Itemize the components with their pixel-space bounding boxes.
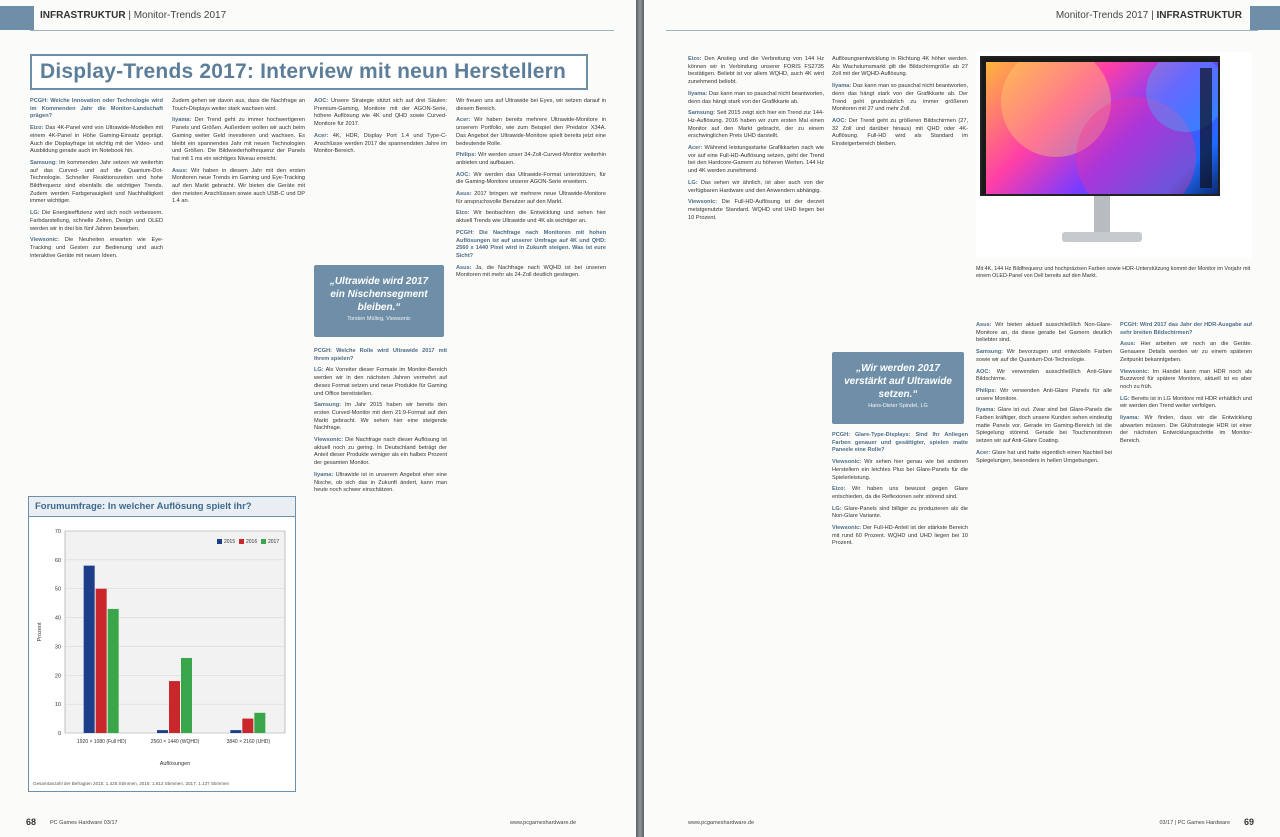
speaker-name: Iiyama:	[976, 407, 996, 414]
y-tick-label: 50	[54, 586, 61, 593]
answer-text: Wir bevorzugen und entwickeln Farben sowie wir auf die Quantum-Dot-Technologie.	[976, 349, 1112, 363]
speaker-name: Asus:	[172, 167, 188, 174]
chart-header	[29, 497, 295, 517]
speaker-name: Eizo:	[832, 486, 846, 493]
speaker-name: LG:	[832, 505, 842, 512]
speaker-name: LG:	[688, 179, 698, 186]
figure-caption: Mit 4K, 144 Hz Bildfrequenz und hochpräzisen Farben sowie HDR-Unterstützung kommt der Monitor im Vorjahr mit einem OLED-Panel von Dell bereits auf den Markt.	[976, 266, 1251, 279]
interview-answer	[30, 125, 163, 156]
article-title: Display-Trends 2017: Interview mit neun Herstellern	[40, 60, 567, 83]
bar-2015-1	[157, 730, 168, 733]
answer-text: Wir bieten aktuell ausschließlich Non-Glare-Monitore an, da diese gerade bei Gamern deutlich beliebter sind.	[976, 322, 1112, 344]
interview-answer	[172, 98, 305, 113]
question-text: PCGH: Welche Rolle wird Ultrawide 2017 mit Ihrem spielen?	[314, 348, 447, 362]
interview-answer	[456, 117, 606, 148]
interview-answer	[976, 349, 1112, 364]
answer-text: Wir verwenden ausschließlich Anti-Glare Bildschirme.	[976, 368, 1112, 383]
answer-text: Im Handel kann man HDR noch als Buzzword für spätere Monitore, aktuell ist es aber noch zu früh.	[1120, 368, 1252, 390]
speaker-name: Viewsonic:	[832, 525, 862, 532]
bar-2017-0	[108, 609, 119, 733]
interview-answer	[688, 180, 824, 195]
speaker-name: Samsung:	[976, 349, 1004, 356]
chart-title: Forumumfrage: In welcher Auflösung spielt ihr?	[35, 501, 252, 512]
interview-answer	[832, 118, 968, 149]
speaker-name: LG:	[30, 210, 40, 217]
interview-answer	[30, 237, 163, 260]
section-label: INFRASTRUKTUR	[40, 10, 126, 21]
x-tick-label: 3840 × 2160 (UHD)	[226, 739, 271, 745]
bar-2016-2	[242, 719, 253, 733]
text-column-8	[1120, 322, 1252, 804]
question-text: PCGH: Die Nachfrage nach Monitoren mit hohen Auflösungen ist auf unserer Umfrage auf 4K und QHD: 2560 x 1440 Pixel wird in Zukunft steigen. Was ist eure Sicht?	[456, 229, 606, 259]
page-number-right: 69	[1243, 817, 1254, 827]
running-header: Monitor-Trends 2017 | INFRASTRUKTUR	[1055, 10, 1242, 21]
header-rule	[30, 30, 614, 31]
legend-swatch-2015	[217, 539, 222, 544]
monitor-image	[980, 56, 1220, 196]
y-axis-label: Prozent	[37, 622, 43, 642]
interview-question	[30, 98, 163, 121]
interview-answer	[456, 265, 606, 280]
answer-text: Ultrawide ist in unserem Angebot eher eine Nische, ob sich das in Zukunft ändert, kann man heute noch schwer einschätzen.	[314, 471, 447, 494]
interview-question	[832, 432, 968, 455]
interview-answer	[314, 367, 447, 398]
speaker-name: Samsung:	[688, 110, 716, 117]
legend-swatch-2017	[261, 539, 266, 544]
interview-answer	[456, 191, 606, 206]
speaker-name: Asus:	[976, 322, 992, 328]
answer-text: Glare-Panels sind billiger zu produzieren als die Non-Glare Variante.	[832, 505, 968, 520]
answer-text: Die Energieeffizienz wird sich noch verbessern. Farbdarstellung, schnelle Zeiten, Design und OLED werden wir in drei bis fünf Jahren bewerben.	[30, 210, 163, 232]
speaker-name: Acer:	[314, 132, 329, 139]
pull-quote-right	[832, 352, 964, 424]
answer-text: Das 4K-Panel wird von Ultrawide-Modellen mit einem 4K-Panel in Höhe Gaming-Einsatz geprägt. Auch die Displayfrage ist wichtig mit der Video- und Ausbildung gerade auch im Notebook hin.	[30, 125, 163, 155]
answer-text: Hier arbeiten wir noch an die Geräte. Genauere Details werden wir zu einem späteren Zeitpunkt bekanntgeben.	[1120, 341, 1252, 363]
section-label: INFRASTRUKTUR	[1156, 10, 1242, 21]
chart-note: Gesamtanzahl der Befragten 2015: 1.425 Stimmen, 2016: 1.812 Stimmen, 2017: 1.137 Stimmen	[33, 781, 230, 786]
speaker-name: Eizo:	[456, 210, 470, 217]
question-text: PCGH: Glare-Type-Displays: Sind Ihr Anliegen Farben genauer und gesättigter, spielen matte Paneele eine Rolle?	[832, 432, 968, 454]
interview-answer	[172, 117, 305, 163]
pull-quote-text: „Ultrawide wird 2017 ein Nischensegment bleiben.“	[329, 276, 429, 313]
speaker-name: Philips:	[976, 387, 997, 394]
speaker-name: AOC:	[976, 368, 991, 375]
interview-answer	[688, 91, 824, 106]
bar-2015-0	[84, 566, 95, 733]
text-column-6	[832, 56, 968, 346]
answer-text: Wir werden das Ultrawide-Format unterstützen, für die Gaming-Monitore unserer AGON-Serie erweitern.	[456, 171, 606, 186]
answer-text: Wir verwenden Anti-Glare Panels für alle unsere Monitore.	[976, 387, 1112, 402]
answer-text: Wir haben bereits mehrere Ultrawide-Monitore in unserem Portfolio, wie zum Beispiel den Predator X34A. Das Angebot der Ultrawide-Monitore spielt bereits jetzt eine bedeutende Rolle.	[456, 117, 606, 147]
answer-text: Die Nachfrage nach dieser Auflösung ist aktuell noch zu gering. In Deutschland beträgt der Anteil dieser Produkte weniger als ein halbes Prozent der gesamten Monitor.	[314, 437, 447, 467]
legend-label: 2015	[224, 539, 236, 545]
bar-2015-2	[230, 730, 241, 733]
interview-answer	[1120, 369, 1252, 392]
answer-text: Zudem gehen wir davon aus, dass die Nachfrage an Touch-Displays weiter stark wachsen wird.	[172, 98, 305, 112]
answer-text: Wir haben in diesem Jahr mit den ersten Monitoren neue Trends im Gaming und Eye-Tracking auf den Markt gebracht. Wir bieten die Geräte mit den meisten Anschlüssen sowie auch USB-C und DP 1.4 an.	[172, 167, 305, 205]
speaker-name: Eizo:	[30, 125, 44, 132]
interview-answer	[172, 168, 305, 207]
answer-text: Im kommenden Jahr setzen wir weiterhin auf das Curved- und auf die Quantum-Dot-Technologie. Schneller Reaktionszeiten und hohe Bildfrequenz sind ebenfalls die wichtigen Trends. Zudem werden Farbgenauigkeit und Nachhaltigkeit immer wichtiger.	[30, 159, 163, 205]
speaker-name: Samsung:	[314, 402, 342, 409]
article-title-box	[30, 54, 588, 90]
speaker-name: Iiyama:	[832, 83, 852, 90]
screen-graphic	[986, 62, 1218, 194]
interview-answer	[976, 407, 1112, 446]
speaker-name: Iiyama:	[314, 471, 334, 478]
interview-answer	[456, 172, 606, 187]
y-tick-label: 20	[54, 673, 61, 680]
answer-text: Der Trend geht zu größeren Bildschirmen (27, 32 Zoll und darüber hinaus) mit QHD oder 4K-Auflösung. Full-HD wird als Standard im Einsteigerbereich bleiben.	[832, 117, 968, 148]
answer-text: Als Vorreiter dieser Formate im Monitor-Bereich werden wir in den nächsten Jahren vermehrt auf dieses Format setzen und neue Produkte für Gaming und Office bereitstellen.	[314, 367, 447, 397]
interview-answer	[976, 369, 1112, 384]
subsection-label: Monitor-Trends 2017	[1055, 10, 1149, 21]
speaker-name: Viewsonic:	[30, 237, 60, 244]
interview-answer	[832, 506, 968, 521]
speaker-name: Viewsonic:	[832, 459, 862, 466]
answer-text: Die Neuheiten erwarten wie Eye-Tracking und Gesten zur Bedienung und auch interaktive Geräte mit neuen Ideen.	[30, 237, 163, 259]
answer-text: Wir werden unser 34-Zoll-Curved-Monitor weiterhin anbieten und aufbauen.	[456, 152, 606, 166]
x-tick-label: 1920 × 1080 (Full HD)	[76, 739, 127, 745]
interview-answer	[976, 322, 1112, 345]
interview-answer	[30, 160, 163, 206]
speaker-name: Viewsonic:	[314, 437, 344, 444]
interview-question	[314, 348, 447, 363]
speaker-name: Philips:	[456, 152, 477, 159]
left-page	[0, 0, 636, 837]
answer-text: Die Full-HD-Auflösung ist der derzeit meistgenutzte Standard. WQHD und UHD liegen bei 10 Prozent.	[688, 199, 824, 221]
running-header: INFRASTRUKTUR | Monitor-Trends 2017	[40, 10, 227, 21]
answer-text: Wir beobachten die Entwicklung und sehen hier aktuell Trends wie Ultrawide und 4K als wichtiger an.	[456, 210, 606, 225]
text-column-3-continued	[314, 348, 447, 803]
page-gutter	[636, 0, 644, 837]
y-tick-label: 10	[54, 702, 61, 709]
section-tab	[0, 6, 34, 30]
header-rule	[666, 30, 1258, 31]
interview-answer	[314, 98, 447, 129]
answer-text: Ja, die Nachfrage nach WQHD ist bei unseren Monitoren mit mehr als 24-Zoll deutlich gestiegen.	[456, 264, 606, 279]
interview-answer	[1120, 396, 1252, 411]
y-tick-label: 30	[54, 644, 61, 651]
answer-text: Auflösungsentwicklung in Richtung 4K höher werden. Als Wachstumsmarkt gilt die Bildschirmgröße ab 27 Zoll mit der WQHD-Auflösung.	[832, 56, 968, 78]
pull-quote-author: Torsten Mülleg, Viewsonic	[347, 316, 411, 322]
text-column-1	[30, 98, 163, 488]
text-column-7	[976, 322, 1112, 804]
interview-answer	[456, 210, 606, 225]
answer-text: Glare ist out. Zwar sind bei Glare-Panels die Farben kräftiger, doch unsere Kunden sehen eindeutig matte Panels vor. Gerade im Gaming-Bereich ist die Spiegelung störend. Gerade bei Touchmonitoren setzen wir auf Anti-Glare Coating.	[976, 407, 1112, 445]
answer-text: Wir finden, dass wir die Entwicklung abwarten müssen. Die Glühstrategie HDR ist einer der nächsten Entwicklungsschritte im Monitor-Bereich.	[1120, 415, 1252, 445]
y-tick-label: 0	[57, 731, 61, 737]
speaker-name: Viewsonic:	[1120, 368, 1150, 375]
chart-plot	[31, 519, 295, 769]
interview-question	[1120, 322, 1252, 337]
speaker-name: Iiyama:	[1120, 415, 1140, 422]
interview-answer	[314, 133, 447, 156]
footer-issue-right: 03/17 | PC Games Hardware	[1159, 820, 1230, 826]
bar-2017-2	[254, 713, 265, 733]
speaker-name: Samsung:	[30, 159, 58, 166]
footer-url-left: www.pcgameshardware.de	[510, 820, 577, 826]
y-tick-label: 60	[54, 557, 61, 564]
subsection-label: Monitor-Trends 2017	[133, 10, 227, 21]
interview-answer	[314, 472, 447, 495]
footer-url-right: www.pcgameshardware.de	[688, 820, 755, 826]
question-text: PCGH: Wird 2017 das Jahr der HDR-Ausgabe auf sehr breiten Bildschirmen?	[1120, 322, 1252, 336]
answer-text: Der Full-HD-Anteil ist der stärkste Bereich mit rund 60 Prozent. WQHD und UHD liegen bei 10 Prozent.	[832, 525, 968, 547]
answer-text: Wir freuen uns auf Ultrawide bei Eyes, wir setzen darauf in diesem Bereich.	[456, 98, 606, 112]
answer-text: 2017 bringen wir mehrere neue Ultrawide-Monitore für anspruchsvolle Benutzer auf den Markt.	[456, 191, 606, 205]
text-column-2	[172, 98, 305, 488]
answer-text: Im Jahr 2015 haben wir bereits den ersten Curved-Monitor mit dem 21:9-Format auf den Markt gebracht. Wir sehen hier eine steigende Nachfrage.	[314, 402, 447, 432]
interview-answer	[688, 145, 824, 176]
speaker-name: Asus:	[456, 191, 472, 198]
interview-answer	[688, 56, 824, 87]
answer-text: Das kann man so pauschal nicht beantworten, denn das hängt stark von der Grafikkarte ab. Der Trend geht grundsätzlich zu immer größeren Monitoren mit 27 und mehr Zoll.	[832, 83, 968, 113]
interview-answer	[832, 525, 968, 548]
pull-quote-text: „Wir werden 2017 verstärkt auf Ultrawide setzen.“	[844, 363, 952, 400]
monitor-stand	[1094, 196, 1110, 236]
speaker-name: LG:	[1120, 395, 1130, 402]
speaker-name: AOC:	[832, 117, 847, 124]
speaker-name: AOC:	[456, 171, 471, 178]
pull-quote-left	[314, 265, 444, 337]
speaker-name: LG:	[314, 367, 324, 374]
speaker-name: AOC:	[314, 98, 329, 104]
bar-2017-1	[181, 658, 192, 733]
interview-answer	[832, 56, 968, 79]
pull-quote-author: Hans-Dieter Spindel, LG	[868, 403, 928, 409]
question-text: PCGH: Welche Innovation oder Technologie wird im Kommenden Jahr die Monitor-Landschaft prägen?	[30, 98, 163, 120]
speaker-name: Acer:	[976, 449, 991, 456]
interview-answer	[832, 83, 968, 114]
answer-text: Den Anstieg und die Verbreitung von 144 Hz können wir in Verbindung unserer FORIS FS2735 bestätigen. Beliebt ist vor allem WQHD, auch 4K wird zunehmend beliebt.	[688, 56, 824, 86]
interview-answer	[314, 437, 447, 468]
interview-answer	[688, 199, 824, 222]
answer-text: Wir sehen hier genau wie bei anderen Herstellern ein leichtes Plus bei Glare-Panels für die Spielerleistung.	[832, 459, 968, 481]
text-column-5	[688, 56, 824, 806]
text-column-6-continued	[832, 432, 968, 804]
y-tick-label: 70	[54, 529, 61, 535]
interview-answer	[30, 210, 163, 233]
monitor-base	[1062, 232, 1142, 242]
interview-answer	[314, 402, 447, 433]
speaker-name: Iiyama:	[172, 117, 192, 124]
x-axis-label: Auflösungen	[159, 761, 191, 767]
bar-2016-0	[96, 589, 107, 733]
answer-text: Unsere Strategie stützt sich auf drei Säulen: Premium-Gaming, Monitore mit der AGON-Serie, höhere Auflösung wie 4K und QHD sowie Curved-Monitore für 2017.	[314, 98, 447, 128]
page-number-left: 68	[26, 817, 37, 827]
y-tick-label: 40	[54, 615, 61, 622]
interview-answer	[976, 450, 1112, 465]
interview-answer	[832, 459, 968, 482]
text-column-4	[456, 98, 606, 803]
interview-answer	[1120, 341, 1252, 364]
speaker-name: Acer:	[688, 145, 703, 152]
speaker-name: Asus:	[456, 264, 472, 271]
answer-text: Der Trend geht zu immer hochwertigeren Panels und Größen. Außerdem wollen wir auch beim Gaming weiter Geld investieren und wachsen. Es bleibt ein spannendes Jahr mit neuen Technologien und Größen. Die Bildwiederholfrequenz der Panels hat mit 1 ms ein wichtiges Niveau erreicht.	[172, 117, 305, 162]
interview-answer	[456, 98, 606, 113]
monitor-screen-image	[986, 62, 1218, 194]
interview-answer	[456, 152, 606, 167]
answer-text: Glare hat und hatte eigentlich einen Nachteil bei Spiegelungen, besonders in hellen Umgebungen.	[976, 449, 1112, 464]
speaker-name: Iiyama:	[688, 90, 708, 97]
answer-text: 4K, HDR, Display Port 1.4 und Type-C-Anschlüsse werden 2017 die spannendsten Jahre im Monitor-Bereich.	[314, 132, 447, 155]
answer-text: Während leistungsstarke Grafikkarten nach wie vor auf eine Full-HD-Auflösung setzen, geht der Trend bei den Hardcore-Gamern zu höheren Werten. 144 Hz und 4K werden zunehmend.	[688, 145, 824, 175]
interview-answer	[1120, 415, 1252, 446]
text-column-3	[314, 98, 447, 258]
interview-answer	[976, 388, 1112, 403]
interview-answer	[832, 486, 968, 501]
bar-2016-1	[169, 681, 180, 733]
answer-text: Bereits ist in LG Monitore mit HDR erhältlich und wir werden den Trend weiter verfolgen.	[1120, 395, 1252, 410]
speaker-name: Eizo:	[688, 56, 702, 62]
footer-issue-left: PC Games Hardware 03/17	[50, 820, 118, 826]
answer-text: Das sehen wir ähnlich, ist aber auch von der verfügbaren Hardware und den Anwendern abhängig.	[688, 179, 824, 194]
interview-question	[456, 230, 606, 261]
speaker-name: Asus:	[1120, 341, 1136, 348]
x-tick-label: 2560 × 1440 (WQHD)	[150, 739, 200, 745]
answer-text: Das kann man so pauschal nicht beantworten, denn das hängt stark von der Grafikkarte ab.	[688, 90, 824, 105]
legend-label: 2017	[268, 539, 280, 545]
answer-text: Wir haben uns bewusst gegen Glare entschieden, da die Reflexionen sehr störend sind.	[832, 486, 968, 500]
interview-answer	[688, 110, 824, 141]
speaker-name: Acer:	[456, 117, 471, 124]
answer-text: Seit 2015 zeigt sich hier ein Trend zur 144-Hz-Auflösung. 2016 haben wir zum ersten Mal einen Monitor auf den Markt gebracht, der zu einem erschwinglichen Preis UHD darstellt.	[688, 110, 824, 140]
speaker-name: Viewsonic:	[688, 199, 718, 206]
survey-chart	[28, 496, 296, 792]
legend-swatch-2016	[239, 539, 244, 544]
section-tab	[1250, 6, 1280, 30]
legend-label: 2016	[246, 539, 258, 545]
